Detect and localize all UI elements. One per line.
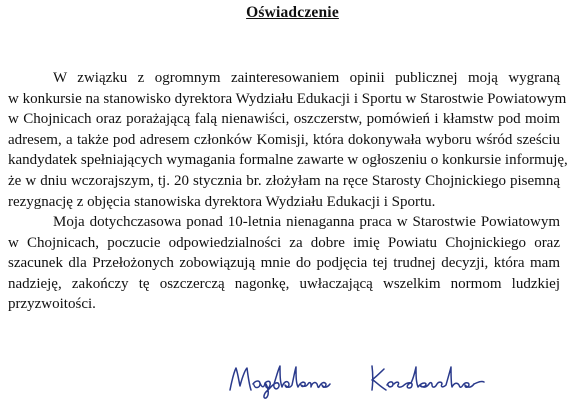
document-title: Oświadczenie	[246, 4, 339, 21]
text-line: rezygnację z objęcia stanowiska dyrektora Wydziału Edukacji i Sportu.	[8, 193, 436, 210]
paragraph-1	[8, 68, 568, 212]
text-line: kandydatek spełniających wymagania formalne zawarte w ogłoszeniu o konkursie informuję,	[8, 152, 568, 169]
text-line: w Chojnicach, poczucie odpowiedzialności za dobre imię Powiatu Chojnickiego oraz	[8, 234, 560, 251]
text-line: adresem, a także pod adresem członków Komisji, która dokonywała wyboru wśród sześciu	[8, 131, 560, 148]
text-line: nadzieję, zakończy tę oszczerczą nagonkę, uwłaczającą wszelkim normom ludzkiej	[8, 275, 560, 292]
paragraph-2	[8, 212, 560, 315]
signature-drawing	[222, 356, 522, 402]
text-line: Moja dotychczasowa ponad 10-letnia nienaganna praca w Starostwie Powiatowym	[53, 214, 560, 230]
text-line: w Chojnicach oraz porażającą falą nienawiści, oszczerstw, pomówień i kłamstw pod moim	[8, 111, 560, 128]
text-line: W związku z ogromnym zainteresowaniem opinii publicznej moją wygraną	[53, 70, 560, 86]
handwritten-signature	[222, 356, 522, 402]
text-line: szacunek dla Przełożonych zobowiązują mnie do podjęcia tej trudnej decyzji, która mam	[8, 255, 560, 272]
text-line: w konkursie na stanowisko dyrektora Wydziału Edukacji i Sportu w Starostwie Powiatowym	[8, 90, 567, 107]
text-line: przyzwoitości.	[8, 296, 96, 313]
text-line: że w dniu wczorajszym, tj. 20 stycznia br. złożyłam na ręce Starosty Chojnickiego pisemną	[8, 172, 560, 189]
